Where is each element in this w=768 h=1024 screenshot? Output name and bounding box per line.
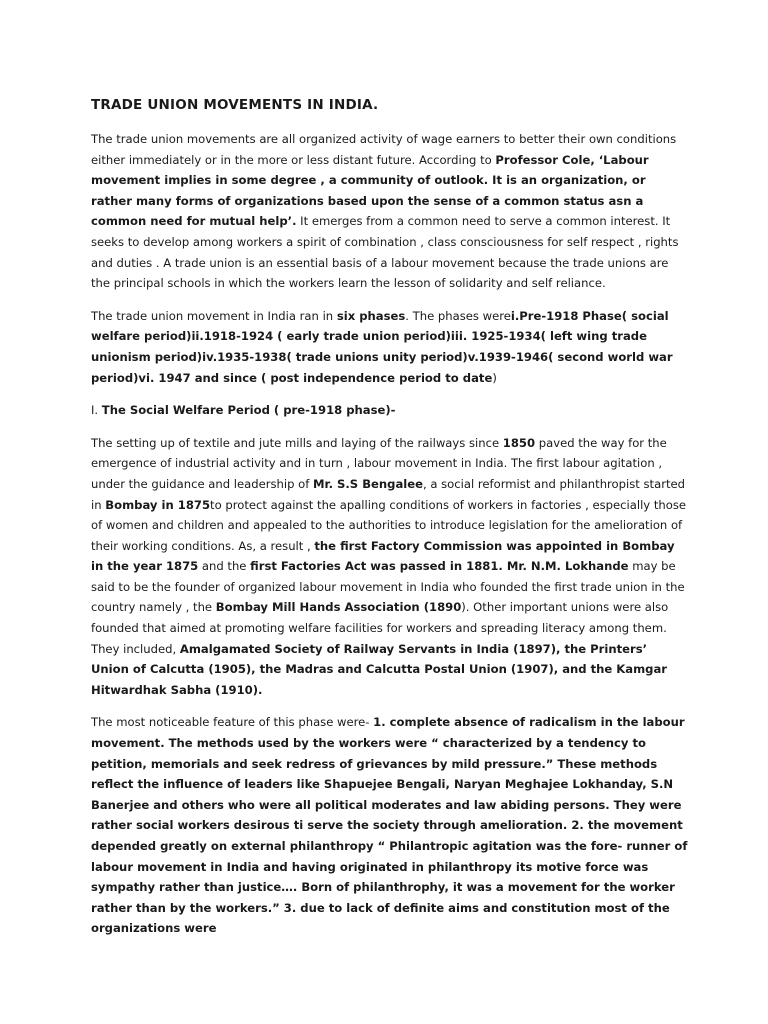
bold-text: six phases xyxy=(336,308,406,323)
paragraph xyxy=(91,306,688,388)
paragraph xyxy=(91,433,688,701)
text-run: . The phases were xyxy=(405,308,511,323)
paragraph xyxy=(91,400,688,421)
text-run: The trade union movement in India ran in xyxy=(91,308,337,323)
text-run: I. xyxy=(91,403,102,418)
text-run: ) xyxy=(492,370,497,385)
bold-text: first Factories Act was passed in 1881. Mr. N.M. Lokhande xyxy=(250,559,629,574)
document-body xyxy=(91,129,688,939)
text-run: may be said to be the founder of organized labour movement in India who founded the first trade union in the country namely , the xyxy=(91,559,685,615)
bold-text: Professor Cole, ‘Labour movement implies in some degree , a community of outlook. It is an organization, or rather many forms of organizations based upon the sense of a common status asn a common need for mutual help’. xyxy=(91,152,649,229)
text-run: ). Other important unions were also founded that aimed at promoting welfare facilities for workers and spreading literacy among them. They included, xyxy=(91,600,669,656)
text-run: and the xyxy=(198,559,251,574)
bold-text: Bombay in 1875 xyxy=(105,497,211,512)
paragraph xyxy=(91,129,688,294)
text-run: paved the way for the emergence of industrial activity and in turn , labour movement in India. The first labour agitation , under the guidance and leadership of xyxy=(91,435,667,491)
bold-text: Bombay Mill Hands Association (1890 xyxy=(215,600,462,615)
bold-text: i.Pre-1918 Phase( social welfare period)ii.1918-1924 ( early trade union period)iii. 1925-1934( left wing trade unionism period)iv.1935-1938( trade unions unity period)v.1939-1946( second world war period)vi. 1947 and since ( post independence period to date xyxy=(91,308,673,385)
text-run: The trade union movements are all organized activity of wage earners to better their own conditions either immediately or in the more or less distant future. According to xyxy=(91,132,677,167)
bold-text: The Social Welfare Period ( pre-1918 phase)- xyxy=(101,403,396,418)
text-run: to protect against the apalling conditions of workers in factories , especially those of women and children and appealed to the authorities to introduce legislation for the amelioration of their working conditions. As, a result , xyxy=(91,497,687,553)
text-run: It emerges from a common need to serve a common interest. It seeks to develop among workers a spirit of combination , class consciousness for self respect , rights and duties . A trade union is an essential basis of a labour movement because the trade unions are the principal schools in which the workers learn the lesson of solidarity and self reliance. xyxy=(91,214,679,291)
bold-text: Mr. S.S Bengalee xyxy=(313,476,423,491)
bold-text: 1. complete absence of radicalism in the labour movement. The methods used by the workers were “ characterized by a tendency to petition, memorials and seek redress of grievances by mild pressure.” These methods reflect the influence of leaders like Shapuejee Bengali, Naryan Meghajee Lokhanday, S.N Banerjee and others who were all political moderates and law abiding persons. They were rather social workers desirous ti serve the society through amelioration. 2. the movement depended greatly on external philanthropy “ Philantropic agitation was the fore- runner of labour movement in India and having originated in philanthropy its motive force was sympathy rather than justice…. Born of philanthrophy, it was a movement for the worker rather than by the workers.” 3. due to lack of definite aims and constitution most of the organizations were xyxy=(91,715,688,936)
bold-text: 1850 xyxy=(502,435,536,450)
text-run: The setting up of textile and jute mills and laying of the railways since xyxy=(91,435,503,450)
text-run: , a social reformist and philanthropist started in xyxy=(91,476,685,512)
document-title: TRADE UNION MOVEMENTS IN INDIA. xyxy=(91,97,379,113)
text-run: The most noticeable feature of this phase were- xyxy=(91,715,374,730)
bold-text: the first Factory Commission was appointed in Bombay in the year 1875 xyxy=(91,538,675,574)
bold-text: Amalgamated Society of Railway Servants in India (1897), the Printers’ Union of Calcutta (1905), the Madras and Calcutta Postal Union (1907), and the Kamgar Hitwardhak Sabha (1910). xyxy=(91,641,668,697)
paragraph xyxy=(91,712,688,939)
